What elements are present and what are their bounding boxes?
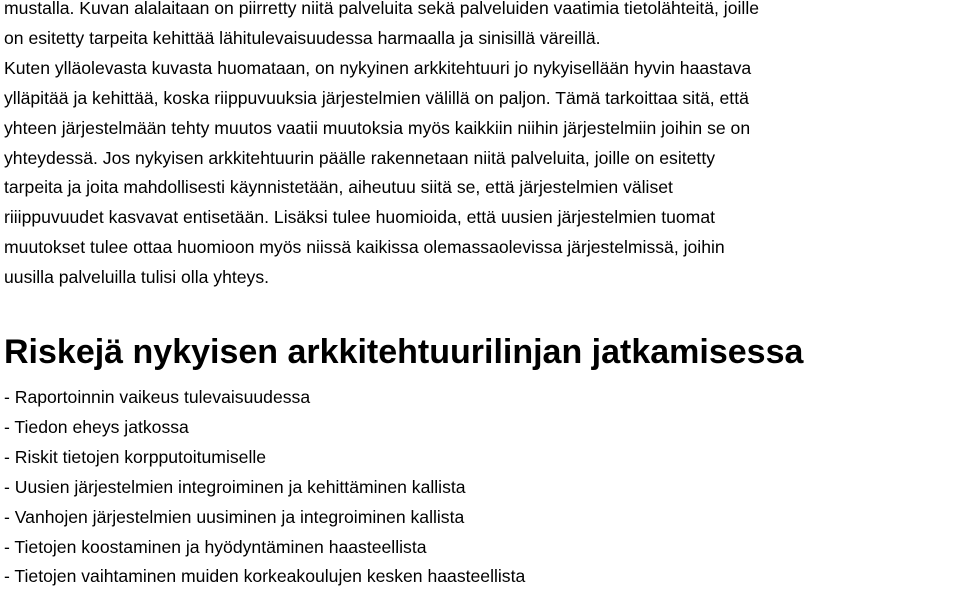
text-line: mustalla. Kuvan alalaitaan on piirretty niitä palveluita sekä palveluiden vaatimia tietolähteitä, joille xyxy=(4,0,760,18)
text-line: riiippuvuudet kasvavat entisetään. Lisäksi tulee huomioida, että uusien järjestelmien tuomat xyxy=(4,207,716,228)
text-line: Kuten ylläolevasta kuvasta huomataan, on nykyinen arkkitehtuuri jo nykyisellään hyvin haastava xyxy=(4,57,752,78)
risk-list-item: - Raportoinnin vaikeus tulevaisuudessa xyxy=(4,387,311,407)
text-line: ylläpitää ja kehittää, koska riippuvuuksia järjestelmien välillä on paljon. Tämä tarkoittaa sitä, että xyxy=(4,87,749,108)
risk-list-item: - Uusien järjestelmien integroiminen ja kehittäminen kallista xyxy=(4,476,466,497)
text-line: on esitetty tarpeita kehittää lähitulevaisuudessa harmaalla ja sinisillä väreillä. xyxy=(4,27,601,48)
risk-list-item: - Tietojen vaihtaminen muiden korkeakoulujen kesken haasteellista xyxy=(4,566,526,587)
text-line: uusilla palveluilla tulisi olla yhteys. xyxy=(4,267,270,288)
risk-list-item: - Riskit tietojen korpputoitumiselle xyxy=(4,446,267,467)
text-line: yhteydessä. Jos nykyisen arkkitehtuurin päälle rakennetaan niitä palveluita, joille on esitetty xyxy=(4,147,716,168)
paragraph-architecture xyxy=(4,54,959,293)
text-line: yhteen järjestelmään tehty muutos vaatii muutoksia myös kaikkiin niihin järjestelmiin joihin se on xyxy=(4,117,751,138)
risk-list-item: - Tietojen koostaminen ja hyödyntäminen haasteellista xyxy=(4,536,427,557)
risk-list-item: - Vanhojen järjestelmien uusiminen ja integroiminen kallista xyxy=(4,506,465,527)
section-heading: Riskejä nykyisen arkkitehtuurilinjan jatkamisessa xyxy=(4,333,804,371)
text-line: tarpeita ja joita mahdollisesti käynnistetään, aiheutuu siitä se, että järjestelmien väliset xyxy=(4,177,673,198)
document-page xyxy=(4,0,959,587)
paragraph-intro xyxy=(4,0,959,54)
risk-list-item: - Tiedon eheys jatkossa xyxy=(4,416,189,437)
text-line: muutokset tulee ottaa huomioon myös niissä kaikissa olemassaolevissa järjestelmissä, joihin xyxy=(4,237,725,258)
risk-list xyxy=(4,383,525,592)
